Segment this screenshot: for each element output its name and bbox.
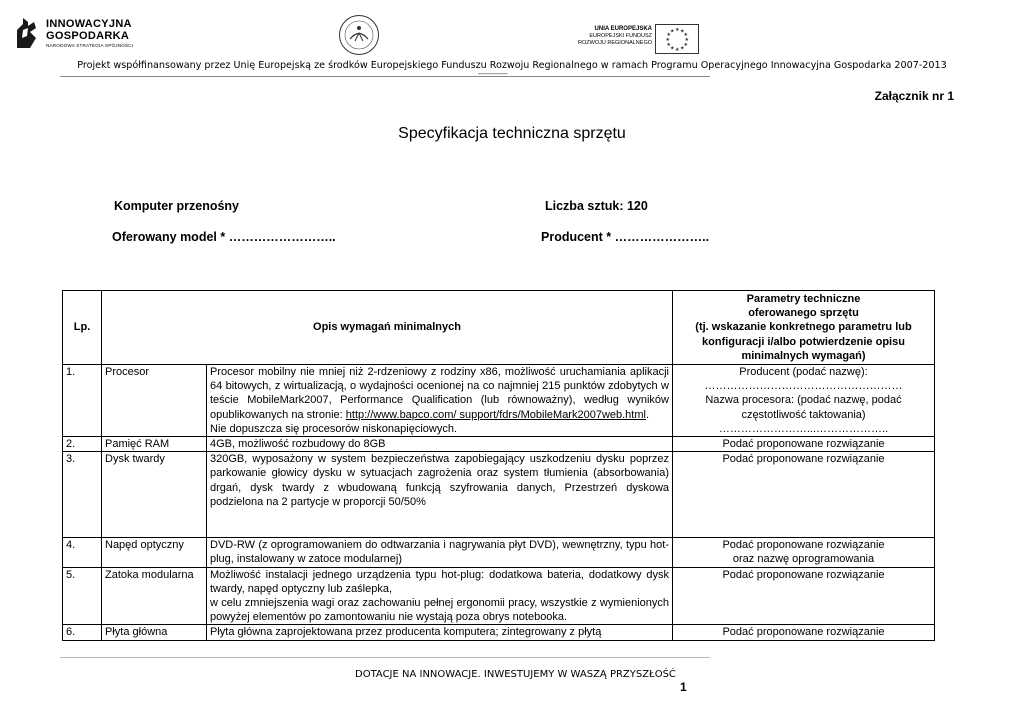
row-params: Podać proponowane rozwiązanie bbox=[673, 625, 935, 640]
svg-text:★: ★ bbox=[666, 32, 671, 38]
row-component: Dysk twardy bbox=[102, 452, 207, 538]
bay-desc-note: w celu zmniejszenia wagi oraz zachowaniu pełnej ergonomii pracy, wszystkie z wymienionych powyżej elementów po zamontowaniu nie wystają poza obrys notebooka. bbox=[210, 597, 669, 624]
device-type: Komputer przenośny bbox=[114, 199, 240, 213]
row-lp: 1. bbox=[63, 365, 102, 437]
row-params bbox=[673, 538, 935, 567]
header-params bbox=[673, 291, 935, 365]
row-description: 320GB, wyposażony w system bezpieczeństwa zapobiegający uszkodzeniu dysku poprzez parkowanie głowicy dysku w sytuacjach zagrożenia oraz system tłumienia (absorbowania) drgań, dysk twardy z wbudowaną funkcją szyfrowania danych, Przestrzeń dyskowa podzielona na 2 partycje w proporcji 50/50% bbox=[207, 452, 673, 538]
row-params bbox=[673, 365, 935, 437]
row-component: Płyta główna bbox=[102, 625, 207, 640]
project-cofinancing-line: Projekt współfinansowany przez Unię Europejską ze środków Europejskiego Funduszu Rozwoju Regionalnego w ramach Programu Operacyjnego Innowacyjna Gospodarka 2007-2013 bbox=[77, 60, 947, 71]
footer-divider bbox=[60, 657, 710, 658]
param-line2: oraz nazwę oprogramowania bbox=[732, 553, 875, 566]
param-dots-1: ……………………………………………… bbox=[704, 380, 903, 393]
table-row bbox=[63, 625, 935, 640]
row-lp: 3. bbox=[63, 452, 102, 538]
eu-logo-line1: UNIA EUROPEJSKA bbox=[594, 26, 652, 32]
svg-text:★: ★ bbox=[670, 28, 675, 35]
svg-text:★: ★ bbox=[680, 28, 685, 35]
specification-table bbox=[62, 290, 935, 641]
header-divider bbox=[60, 76, 710, 77]
svg-text:★: ★ bbox=[683, 42, 688, 48]
row-description: Płyta główna zaprojektowana przez producenta komputera; zintegrowany z płytą bbox=[207, 625, 673, 640]
header-params-line1: Parametry techniczne bbox=[746, 292, 861, 305]
link-suffix: . bbox=[645, 408, 650, 421]
param-cpu-name: Nazwa procesora: (podać nazwę, podać częstotliwość taktowania) bbox=[705, 394, 902, 421]
table-row bbox=[63, 567, 935, 625]
ig-logo-mark-icon bbox=[14, 16, 40, 50]
ig-logo-line2: GOSPODARKA bbox=[46, 30, 130, 42]
svg-text:★: ★ bbox=[680, 45, 685, 52]
row-lp: 6. bbox=[63, 625, 102, 640]
table-row bbox=[63, 538, 935, 567]
param-line1: Podać proponowane rozwiązanie bbox=[722, 539, 885, 552]
table-header-row bbox=[63, 291, 935, 365]
eu-logo-text bbox=[558, 26, 652, 47]
row-description bbox=[207, 365, 673, 437]
table-row bbox=[63, 452, 935, 538]
ig-logo-line1: INNOWACYJNA bbox=[46, 18, 132, 30]
row-params: Podać proponowane rozwiązanie bbox=[673, 452, 935, 538]
row-component: Zatoka modularna bbox=[102, 567, 207, 625]
svg-text:★: ★ bbox=[670, 45, 675, 52]
svg-text:★: ★ bbox=[684, 37, 689, 43]
row-lp: 2. bbox=[63, 437, 102, 452]
table-row bbox=[63, 365, 935, 437]
offered-model-field: Oferowany model * …………………….. bbox=[112, 230, 336, 244]
eu-logo-line2: EUROPEJSKI FUNDUSZ bbox=[589, 33, 652, 39]
eu-logo-line3: ROZWOJU REGIONALNEGO bbox=[578, 40, 652, 46]
param-producer: Producent (podać nazwę): bbox=[739, 366, 868, 378]
dash-line: ---------------- bbox=[478, 71, 508, 78]
row-params: Podać proponowane rozwiązanie bbox=[673, 437, 935, 452]
footer-slogan: DOTACJE NA INNOWACJE. INWESTUJEMY W WASZĄ PRZYSZŁOŚĆ bbox=[355, 669, 676, 680]
annex-label: Załącznik nr 1 bbox=[874, 89, 954, 103]
svg-text:★: ★ bbox=[675, 27, 680, 33]
quantity-label: Liczba sztuk: 120 bbox=[545, 199, 648, 213]
institution-seal-icon bbox=[338, 14, 380, 56]
header-params-line2: oferowanego sprzętu bbox=[748, 307, 859, 320]
processor-desc: Procesor mobilny nie mniej niż 2-rdzeniowy z rodziny x86, możliwość uruchamiania aplikacji 64 bitowych, z wirtualizacją, o wydajności ocenionej na co najmniej 215 punktów zdobytych w teście MobileMark2007, Performance Qualification (lub równoważny), według wyników opublikowanych na stronie: bbox=[210, 366, 669, 421]
row-description: 4GB, możliwość rozbudowy do 8GB bbox=[207, 437, 673, 452]
row-component: Napęd optyczny bbox=[102, 538, 207, 567]
innowacyjna-gospodarka-logo bbox=[14, 14, 134, 54]
bapco-link[interactable]: http://www.bapco.com/ support/fdrs/MobileMark2007web.html bbox=[345, 408, 646, 421]
ig-logo-line3: NARODOWA STRATEGIA SPÓJNOŚCI bbox=[46, 43, 134, 48]
header-description: Opis wymagań minimalnych bbox=[102, 291, 673, 365]
header-lp: Lp. bbox=[63, 291, 102, 365]
row-params: Podać proponowane rozwiązanie bbox=[673, 567, 935, 625]
eu-flag-icon bbox=[655, 24, 699, 54]
svg-text:★: ★ bbox=[666, 42, 671, 48]
row-lp: 4. bbox=[63, 538, 102, 567]
row-component: Procesor bbox=[102, 365, 207, 437]
producer-field: Producent * ………………….. bbox=[541, 230, 710, 244]
table-row bbox=[63, 437, 935, 452]
row-lp: 5. bbox=[63, 567, 102, 625]
row-description bbox=[207, 567, 673, 625]
page-number: 1 bbox=[680, 680, 687, 694]
page-title: Specyfikacja techniczna sprzętu bbox=[398, 125, 626, 142]
svg-text:★: ★ bbox=[683, 32, 688, 38]
param-dots-2: ……………………...……………….. bbox=[718, 422, 889, 435]
svg-text:★: ★ bbox=[675, 47, 680, 53]
bay-desc: Możliwość instalacji jednego urządzenia typu hot-plug: dodatkowa bateria, dodatkowy dysk twardy, napęd optyczny lub zaślepka, bbox=[210, 568, 669, 595]
header-params-line3: (tj. wskazanie konkretnego parametru lub konfiguracji i/albo potwierdzenie opisu minimalnych wymagań) bbox=[695, 321, 912, 362]
processor-desc-note: Nie dopuszcza się procesorów niskonapięciowych. bbox=[210, 422, 458, 435]
row-description: DVD-RW (z oprogramowaniem do odtwarzania i nagrywania płyt DVD), wewnętrzny, typu hot-plug, instalowany w zatoce modularnej) bbox=[207, 538, 673, 567]
row-component: Pamięć RAM bbox=[102, 437, 207, 452]
svg-text:★: ★ bbox=[665, 37, 670, 43]
